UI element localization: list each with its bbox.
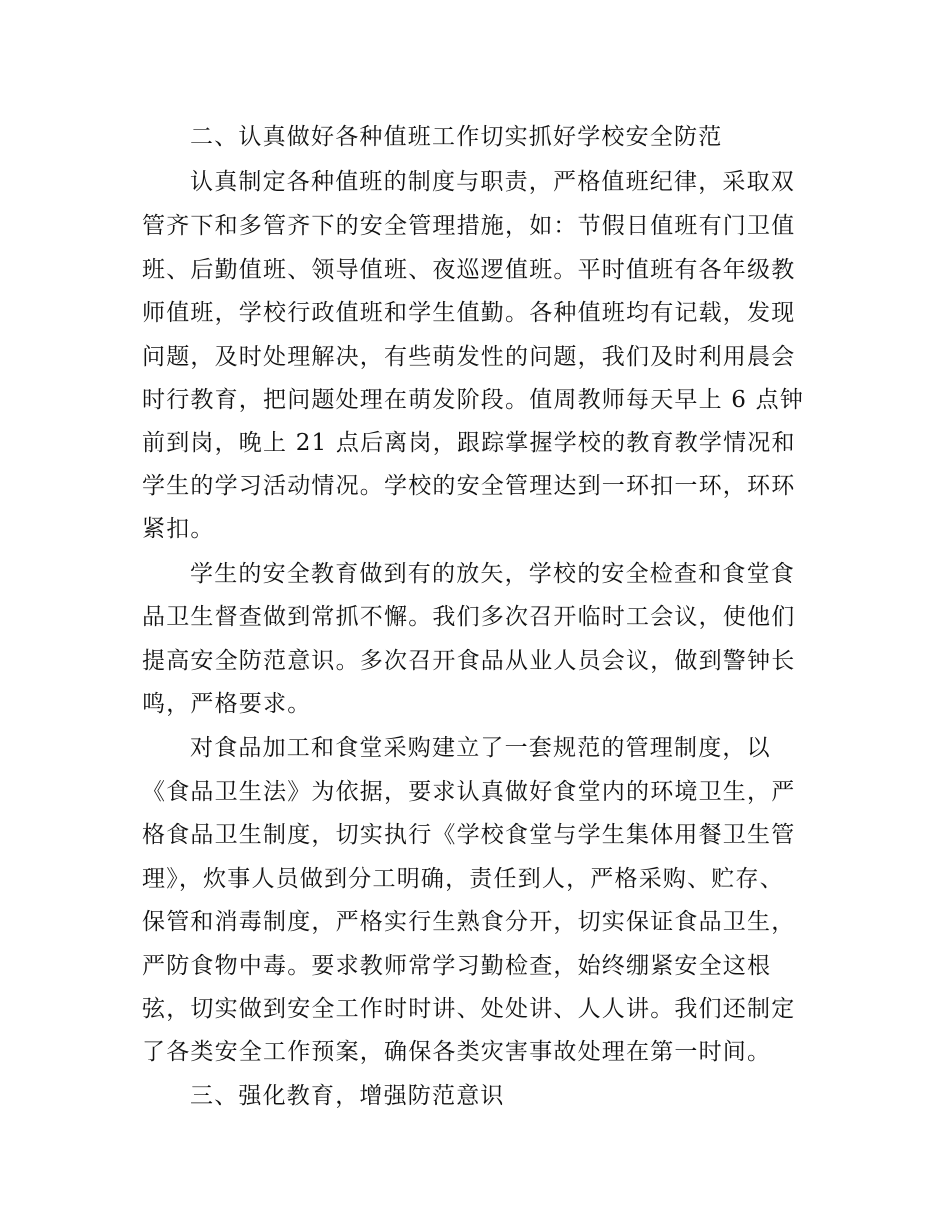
paragraph-line: 前到岗，晚上 21 点后离岗，跟踪掌握学校的教育教学情况和 — [142, 430, 796, 456]
paragraph-line: 《食品卫生法》为依据，要求认真做好食堂内的环境卫生，严 — [142, 779, 796, 805]
paragraph-line: 严防食物中毒。要求教师常学习勤检查，始终绷紧安全这根 — [142, 953, 772, 979]
paragraph-line: 班、后勤值班、领导值班、夜巡逻值班。平时值班有各年级教 — [142, 257, 796, 283]
paragraph-line: 理》，炊事人员做到分工明确，责任到人，严格采购、贮存、 — [142, 866, 784, 892]
paragraph-line: 学生的安全教育做到有的放矢，学校的安全检查和食堂食 — [190, 561, 795, 587]
paragraph-line: 鸣，严格要求。 — [142, 691, 312, 717]
paragraph-line: 对食品加工和食堂采购建立了一套规范的管理制度，以 — [190, 735, 771, 761]
paragraph-line: 弦，切实做到安全工作时时讲、处处讲、人人讲。我们还制定 — [142, 996, 796, 1022]
paragraph-line: 师值班，学校行政值班和学生值勤。各种值班均有记载，发现 — [142, 300, 796, 326]
paragraph-line: 了各类安全工作预案，确保各类灾害事故处理在第一时间。 — [142, 1039, 772, 1065]
paragraph-line: 学生的学习活动情况。学校的安全管理达到一环扣一环，环环 — [142, 473, 796, 499]
paragraph-line: 管齐下和多管齐下的安全管理措施，如：节假日值班有门卫值 — [142, 213, 796, 239]
paragraph-line: 格食品卫生制度，切实执行《学校食堂与学生集体用餐卫生管 — [142, 822, 796, 848]
paragraph-line: 问题，及时处理解决，有些萌发性的问题，我们及时利用晨会 — [142, 344, 796, 370]
paragraph-line: 认真制定各种值班的制度与职责，严格值班纪律，采取双 — [190, 169, 795, 195]
paragraph-line: 紧扣。 — [142, 516, 215, 542]
paragraph-line: 提高安全防范意识。多次召开食品从业人员会议，做到警钟长 — [142, 648, 796, 674]
paragraph-line: 品卫生督查做到常抓不懈。我们多次召开临时工会议，使他们 — [142, 604, 796, 630]
paragraph-line: 保管和消毒制度，严格实行生熟食分开，切实保证食品卫生， — [142, 909, 796, 935]
section-heading-3: 三、强化教育，增强防范意识 — [190, 1083, 505, 1109]
paragraph-line: 时行教育，把问题处理在萌发阶段。值周教师每天早上 6 点钟 — [142, 387, 805, 413]
section-heading-2: 二、认真做好各种值班工作切实抓好学校安全防范 — [190, 124, 723, 150]
